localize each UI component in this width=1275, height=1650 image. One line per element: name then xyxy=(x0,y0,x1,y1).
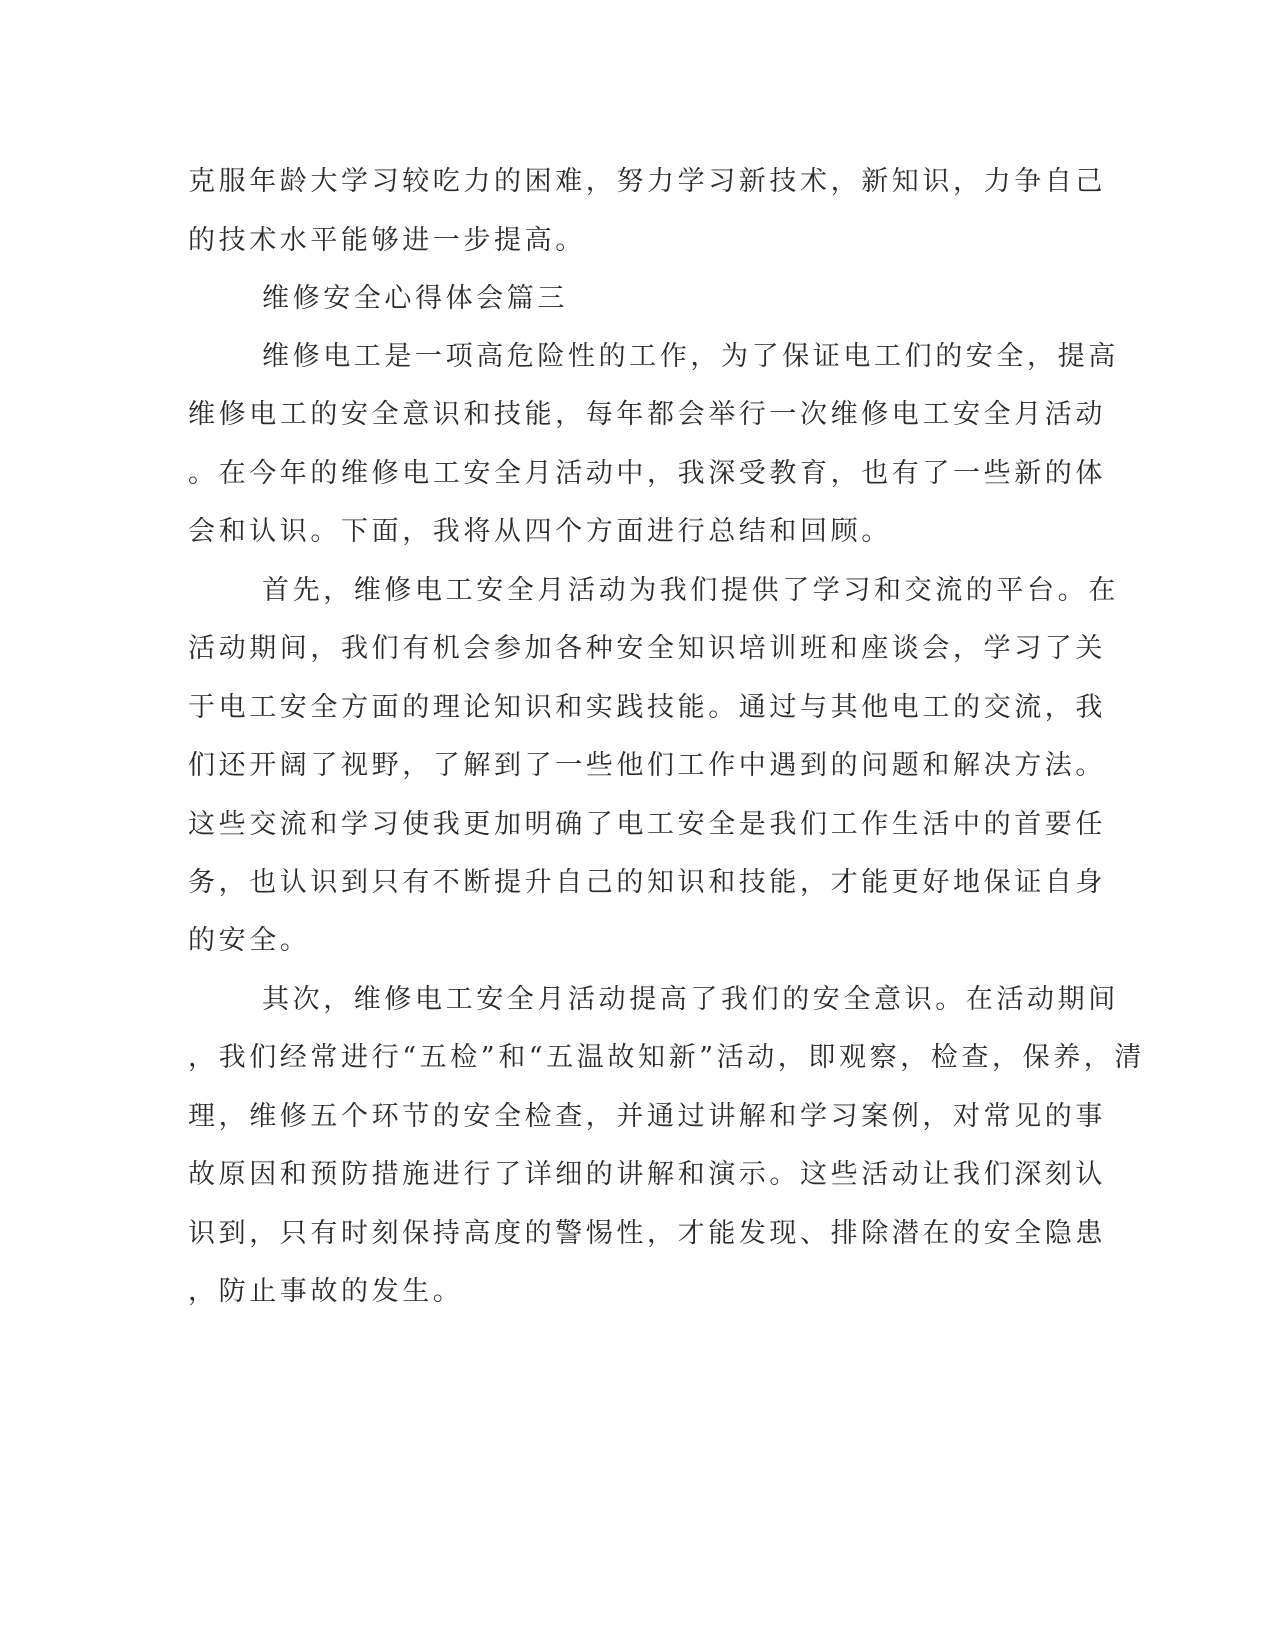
paragraph-line: 识到，只有时刻保持高度的警惕性，才能发现、排除潜在的安全隐患 xyxy=(188,1218,1106,1249)
paragraph-line: ，防止事故的发生。 xyxy=(188,1276,464,1307)
paragraph-line: 。在今年的维修电工安全月活动中，我深受教育，也有了一些新的体 xyxy=(188,458,1106,489)
paragraph-line: 的技术水平能够进一步提高。 xyxy=(188,225,586,256)
paragraph-line: 其次，维修电工安全月活动提高了我们的安全意识。在活动期间 xyxy=(262,984,1119,1015)
paragraph-line: 活动期间，我们有机会参加各种安全知识培训班和座谈会，学习了关 xyxy=(188,633,1106,664)
paragraph-line: 克服年龄大学习较吃力的困难，努力学习新技术，新知识，力争自己 xyxy=(188,166,1106,197)
paragraph-line: 理，维修五个环节的安全检查，并通过讲解和学习案例，对常见的事 xyxy=(188,1101,1106,1132)
paragraph-line: 这些交流和学习使我更加明确了电工安全是我们工作生活中的首要任 xyxy=(188,809,1106,840)
paragraph-line: 故原因和预防措施进行了详细的讲解和演示。这些活动让我们深刻认 xyxy=(188,1159,1106,1190)
paragraph-line: 务，也认识到只有不断提升自己的知识和技能，才能更好地保证自身 xyxy=(188,867,1106,898)
paragraph-line: 维修电工是一项高危险性的工作，为了保证电工们的安全，提高 xyxy=(262,341,1119,372)
paragraph-line: 的安全。 xyxy=(188,925,311,956)
paragraph-line: 首先，维修电工安全月活动为我们提供了学习和交流的平台。在 xyxy=(262,575,1119,606)
paragraph-line: 维修电工的安全意识和技能，每年都会举行一次维修电工安全月活动 xyxy=(188,399,1106,430)
paragraph-line: 会和认识。下面，我将从四个方面进行总结和回顾。 xyxy=(188,516,892,547)
paragraph-line: ，我们经常进行“五检”和“五温故知新”活动，即观察，检查，保养，清 xyxy=(188,1042,1146,1073)
paragraph-line: 们还开阔了视野，了解到了一些他们工作中遇到的问题和解决方法。 xyxy=(188,750,1106,781)
paragraph-line: 于电工安全方面的理论知识和实践技能。通过与其他电工的交流，我 xyxy=(188,692,1106,723)
section-heading: 维修安全心得体会篇三 xyxy=(262,283,568,314)
